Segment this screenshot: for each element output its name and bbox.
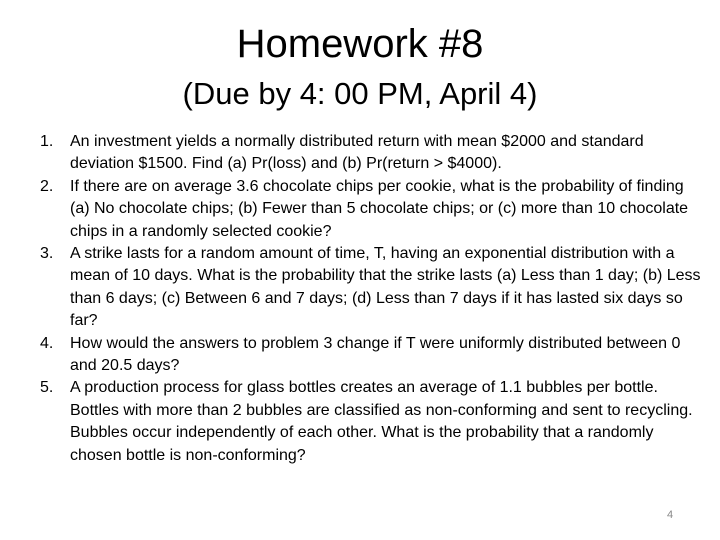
slide-title: Homework #8 — [236, 22, 484, 66]
problem-item-2 — [40, 176, 705, 243]
slide-subtitle: (Due by 4: 00 PM, April 4) — [182, 76, 538, 111]
problem-number: 4. — [40, 334, 54, 352]
problem-text: A strike lasts for a random amount of time, T, having an exponential distribution with a mean of 10 days. What is the probability that the strike lasts (a) Less than 1 day; (b) Less than 6 days; (c) Between 6 and 7 days; (d) Less than 7 days if it has lasted six days so far? — [70, 245, 701, 330]
problem-item-5 — [40, 377, 705, 467]
problem-item-3 — [40, 243, 705, 333]
problem-text: A production process for glass bottles creates an average of 1.1 bubbles per bottle. Bottles with more than 2 bubbles are classified as non-conforming and sent to recycling. Bubbles occur independently of each other. What is the probability that a randomly chosen bottle is non-conforming? — [70, 379, 693, 464]
problem-text: An investment yields a normally distributed return with mean $2000 and standard deviation $1500. Find (a) Pr(loss) and (b) Pr(return > $4000). — [70, 133, 644, 173]
problem-number: 1. — [40, 133, 54, 150]
problem-text: How would the answers to problem 3 change if T were uniformly distributed between 0 and 20.5 days? — [70, 334, 681, 375]
problem-item-4 — [40, 333, 705, 378]
page-number: 4 — [666, 509, 674, 521]
problem-list — [40, 131, 705, 467]
problem-number: 3. — [40, 245, 54, 263]
problem-item-1 — [40, 131, 705, 176]
problem-number: 2. — [40, 177, 54, 195]
problem-text: If there are on average 3.6 chocolate chips per cookie, what is the probability of finding (a) No chocolate chips; (b) Fewer than 5 chocolate chips; or (c) more than 10 chocolate chips in a randomly selected cookie? — [70, 177, 689, 240]
problem-number: 5. — [40, 379, 54, 397]
